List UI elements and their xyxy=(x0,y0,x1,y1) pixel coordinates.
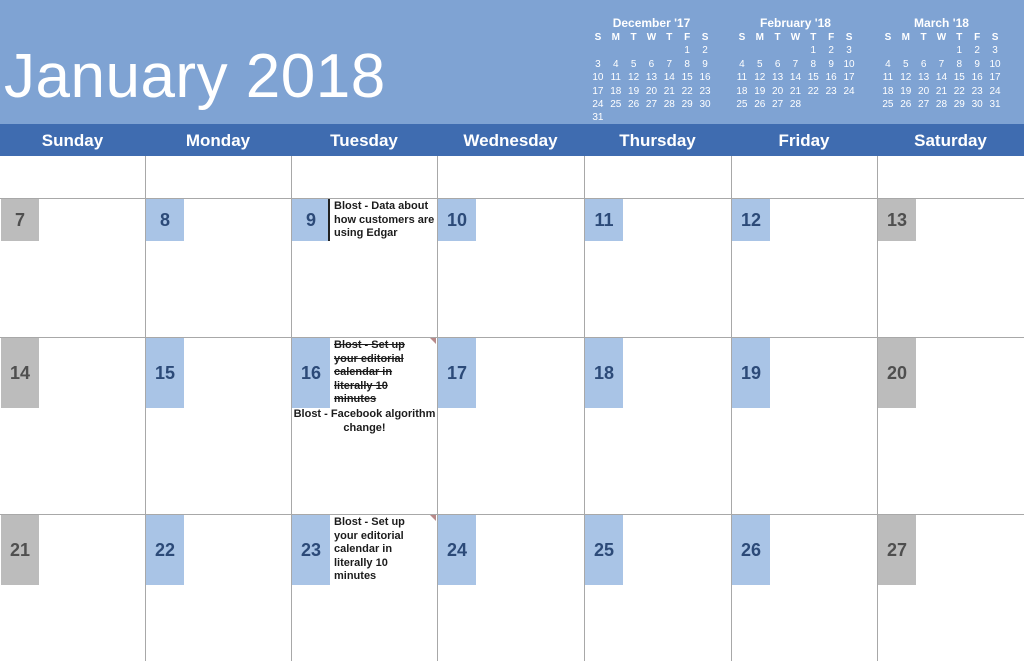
mini-calendar-date: 19 xyxy=(754,85,766,97)
mini-calendar-date xyxy=(625,44,643,57)
day-cell[interactable] xyxy=(585,515,731,661)
mini-calendar-dow: S xyxy=(594,32,602,43)
mini-calendar-date: 19 xyxy=(900,85,912,97)
comment-indicator-icon xyxy=(430,515,436,521)
mini-calendar-date: 4 xyxy=(885,58,891,70)
mini-calendar-dow: M xyxy=(901,32,910,43)
mini-calendar-date: 6 xyxy=(774,58,781,70)
mini-calendar-dow: F xyxy=(974,32,981,43)
mini-calendar-dow: T xyxy=(666,32,673,43)
day-cell[interactable] xyxy=(1,338,145,514)
mini-calendar-date: 15 xyxy=(681,72,693,84)
mini-calendar-date xyxy=(643,111,661,124)
mini-calendar-date: 27 xyxy=(645,99,658,111)
mini-calendar-dow: W xyxy=(646,32,657,43)
mini-calendar-date: 22 xyxy=(953,85,965,97)
mini-calendar-date xyxy=(643,44,661,57)
mini-calendar-date: 17 xyxy=(989,72,1001,84)
mini-calendar-date: 18 xyxy=(736,85,748,97)
mini-calendar-date: 10 xyxy=(592,72,604,84)
day-cell[interactable] xyxy=(585,157,731,198)
mini-calendar-date: 8 xyxy=(810,58,817,70)
mini-calendar-date: 11 xyxy=(882,72,894,84)
mini-calendar-date xyxy=(589,44,607,57)
mini-calendar-dow: S xyxy=(701,32,709,43)
mini-calendar-date xyxy=(660,111,678,124)
date-number: 12 xyxy=(732,199,770,241)
mini-calendar-date xyxy=(625,111,643,124)
mini-calendar-date: 31 xyxy=(592,112,604,124)
day-cell[interactable] xyxy=(732,515,877,661)
day-cell[interactable] xyxy=(585,199,731,337)
mini-calendar-dow: W xyxy=(790,32,801,43)
mini-calendar-date: 13 xyxy=(645,72,658,84)
mini-calendar-date: 6 xyxy=(648,58,655,70)
mini-calendar-date: 24 xyxy=(989,85,1001,97)
mini-calendar-date: 23 xyxy=(971,85,983,97)
mini-calendar-date xyxy=(769,44,787,57)
date-number: 17 xyxy=(438,338,476,408)
weekday-label-friday: Friday xyxy=(778,131,830,150)
mini-calendar-date: 24 xyxy=(843,85,855,97)
mini-calendar-date: 20 xyxy=(918,85,930,97)
mini-calendar-date: 24 xyxy=(592,99,604,111)
mini-calendar-date: 3 xyxy=(846,45,852,57)
weekday-label-thursday: Thursday xyxy=(619,131,696,150)
mini-calendar-date: 27 xyxy=(772,99,784,111)
mini-calendar-date: 11 xyxy=(736,72,748,84)
day-cell[interactable] xyxy=(878,157,1024,198)
date-number: 7 xyxy=(1,199,39,241)
day-cell[interactable] xyxy=(1,157,145,198)
mini-calendar-date xyxy=(897,44,915,57)
mini-calendar-date: 7 xyxy=(666,58,673,70)
date-number: 26 xyxy=(732,515,770,585)
mini-calendar-title: February '18 xyxy=(760,16,831,30)
mini-calendar-date: 17 xyxy=(592,85,604,97)
date-number: 21 xyxy=(1,515,39,585)
day-cell[interactable] xyxy=(732,338,877,514)
mini-calendar-date xyxy=(607,44,625,57)
mini-calendar-date: 9 xyxy=(828,58,834,70)
mini-calendar-date: 2 xyxy=(828,45,834,57)
date-number: 24 xyxy=(438,515,476,585)
mini-calendar-date: 8 xyxy=(956,58,963,70)
mini-calendar-date: 23 xyxy=(825,85,837,97)
mini-calendar-date xyxy=(915,44,933,57)
date-number: 23 xyxy=(292,515,330,585)
day-cell[interactable] xyxy=(732,157,877,198)
mini-calendar-date xyxy=(678,111,696,124)
mini-calendar-date: 4 xyxy=(739,58,745,70)
mini-calendar-date: 20 xyxy=(645,85,658,97)
calendar-header xyxy=(0,0,1024,124)
mini-calendar-date: 12 xyxy=(754,72,766,84)
mini-calendar-date: 12 xyxy=(900,72,912,84)
mini-calendar-date: 5 xyxy=(630,58,637,70)
mini-calendar-date: 10 xyxy=(843,58,855,70)
mini-calendar-date: 26 xyxy=(754,99,766,111)
mini-calendar-date xyxy=(822,98,840,111)
day-cell[interactable] xyxy=(438,338,584,514)
mini-calendar-date: 28 xyxy=(935,99,948,111)
mini-calendar-title: December '17 xyxy=(612,16,691,30)
mini-calendar-dow: F xyxy=(828,32,835,43)
mini-calendar-dow: S xyxy=(738,32,746,43)
day-cell[interactable] xyxy=(146,338,291,514)
day-cell[interactable] xyxy=(878,338,1024,514)
weekday-label-sunday: Sunday xyxy=(41,131,104,150)
date-number: 27 xyxy=(878,515,916,585)
mini-calendar-date: 9 xyxy=(974,58,980,70)
mini-calendar-date: 16 xyxy=(825,72,837,84)
event-marker xyxy=(328,199,330,241)
mini-calendar-date: 18 xyxy=(882,85,894,97)
date-number: 18 xyxy=(585,338,623,408)
day-cell[interactable] xyxy=(585,338,731,514)
mini-calendar-date: 7 xyxy=(938,58,945,70)
mini-calendar-date: 22 xyxy=(681,85,693,97)
day-cell[interactable] xyxy=(146,157,291,198)
mini-calendar-date: 30 xyxy=(699,99,711,111)
mini-calendar-dow: W xyxy=(936,32,947,43)
date-number: 13 xyxy=(878,199,916,241)
mini-calendar-date: 27 xyxy=(918,99,930,111)
mini-calendar-date xyxy=(660,44,678,57)
mini-calendar-date: 29 xyxy=(681,99,693,111)
mini-calendar-dow: T xyxy=(630,32,637,43)
comment-indicator-icon xyxy=(430,338,436,344)
mini-calendar-dow: T xyxy=(920,32,927,43)
mini-calendar-date: 5 xyxy=(902,58,909,70)
mini-calendar-date: 19 xyxy=(628,85,640,97)
event-jan-9[interactable]: Blost - Data about how customers are using Edgar xyxy=(334,200,435,239)
mini-calendar-date: 18 xyxy=(610,85,622,97)
mini-calendar-dow: S xyxy=(845,32,853,43)
mini-calendar-date: 3 xyxy=(992,45,998,57)
mini-calendar-dow: M xyxy=(611,32,620,43)
mini-calendar-date: 22 xyxy=(807,85,819,97)
mini-calendar-date: 7 xyxy=(792,58,799,70)
mini-calendar-date: 10 xyxy=(989,58,1001,70)
mini-calendar-date: 21 xyxy=(663,85,675,97)
weekday-label-tuesday: Tuesday xyxy=(330,131,398,150)
day-cell[interactable] xyxy=(438,515,584,661)
day-cell[interactable] xyxy=(1,199,145,337)
mini-calendar-date: 5 xyxy=(756,58,763,70)
mini-calendar-date xyxy=(787,44,805,57)
date-number: 20 xyxy=(878,338,916,408)
day-cell[interactable] xyxy=(878,199,1024,337)
mini-calendar-date xyxy=(840,98,858,111)
mini-calendar-dow: S xyxy=(884,32,892,43)
date-number: 16 xyxy=(292,338,330,408)
mini-calendar xyxy=(733,16,858,111)
mini-calendar-date xyxy=(607,111,625,124)
weekday-label-monday: Monday xyxy=(185,131,251,150)
mini-calendar-date: 26 xyxy=(628,99,640,111)
mini-calendar-date: 2 xyxy=(702,45,708,57)
mini-calendar-date: 28 xyxy=(789,99,802,111)
mini-calendar-date: 26 xyxy=(900,99,912,111)
date-number: 15 xyxy=(146,338,184,408)
date-number: 14 xyxy=(1,338,39,408)
mini-calendar-date xyxy=(933,44,951,57)
event-jan-16-cancelled[interactable]: Blost - Set up your editorial calendar in literally 10 minutes xyxy=(334,339,405,405)
mini-calendar-date: 8 xyxy=(684,58,690,70)
mini-calendar-date: 14 xyxy=(935,72,948,84)
day-cell[interactable] xyxy=(732,199,877,337)
mini-calendar-date: 21 xyxy=(935,85,948,97)
mini-calendar-date: 1 xyxy=(810,45,817,57)
event-jan-16[interactable]: Blost - Facebook algorithm change! xyxy=(293,408,436,434)
mini-calendar xyxy=(589,16,714,125)
date-number: 19 xyxy=(732,338,770,408)
mini-calendar-date: 28 xyxy=(663,99,675,111)
date-number: 25 xyxy=(585,515,623,585)
day-cell[interactable] xyxy=(438,199,584,337)
day-cell[interactable] xyxy=(878,515,1024,661)
mini-calendar-date xyxy=(879,44,897,57)
day-cell[interactable] xyxy=(1,515,145,661)
weekday-label-wednesday: Wednesday xyxy=(463,131,558,150)
mini-calendar-date: 23 xyxy=(699,85,711,97)
mini-calendar-dow: F xyxy=(684,32,691,43)
mini-calendar-date: 6 xyxy=(920,58,927,70)
mini-calendar-date: 16 xyxy=(699,72,711,84)
mini-calendar-date: 2 xyxy=(974,45,980,57)
weekday-label-saturday: Saturday xyxy=(914,131,987,150)
mini-calendar-date: 13 xyxy=(918,72,930,84)
mini-calendar-date xyxy=(733,44,751,57)
mini-calendar-date: 17 xyxy=(843,72,855,84)
mini-calendar-dow: M xyxy=(755,32,764,43)
mini-calendar-date xyxy=(696,111,714,124)
weekday-header-row xyxy=(0,124,1024,156)
mini-calendar-dow: T xyxy=(810,32,817,43)
mini-calendar-date: 12 xyxy=(628,72,640,84)
mini-calendar-date: 15 xyxy=(953,72,965,84)
mini-calendar-date: 14 xyxy=(663,72,675,84)
mini-calendar-date: 20 xyxy=(772,85,784,97)
mini-calendar-date: 1 xyxy=(956,45,963,57)
date-number: 10 xyxy=(438,199,476,241)
mini-calendar-date: 29 xyxy=(953,99,965,111)
mini-calendar-date: 14 xyxy=(789,72,802,84)
mini-calendar-date: 13 xyxy=(772,72,784,84)
mini-calendar-date: 31 xyxy=(989,99,1001,111)
mini-calendar-title: March '18 xyxy=(914,16,969,30)
day-cell[interactable] xyxy=(438,157,584,198)
mini-calendar-date xyxy=(751,44,769,57)
mini-calendar-dow: T xyxy=(956,32,963,43)
mini-calendar-date: 3 xyxy=(595,58,601,70)
day-cell[interactable] xyxy=(146,199,291,337)
calendar-grid xyxy=(0,156,1024,661)
month-title: January 2018 xyxy=(4,42,386,111)
mini-calendar-date: 11 xyxy=(610,72,621,84)
mini-calendar-date: 21 xyxy=(789,85,802,97)
date-number: 22 xyxy=(146,515,184,585)
mini-calendar-date: 25 xyxy=(736,99,748,111)
day-cell[interactable] xyxy=(292,157,437,198)
mini-calendar xyxy=(879,16,1004,111)
mini-calendar-dow: S xyxy=(991,32,999,43)
date-number: 8 xyxy=(146,199,184,241)
mini-calendar-date: 15 xyxy=(807,72,819,84)
mini-calendar-date: 25 xyxy=(882,99,894,111)
mini-calendar-date: 30 xyxy=(971,99,983,111)
date-number: 9 xyxy=(292,199,330,241)
mini-calendar-date: 25 xyxy=(610,99,622,111)
day-cell[interactable] xyxy=(146,515,291,661)
date-number: 11 xyxy=(585,199,623,241)
event-jan-23[interactable]: Blost - Set up your editorial calendar in literally 10 minutes xyxy=(334,516,405,582)
mini-calendar-date xyxy=(804,98,822,111)
mini-calendar-date: 1 xyxy=(684,45,690,57)
mini-calendar-date: 16 xyxy=(971,72,983,84)
mini-calendar-date: 9 xyxy=(702,58,708,70)
mini-calendar-date: 4 xyxy=(612,58,619,70)
mini-calendar-dow: T xyxy=(774,32,781,43)
